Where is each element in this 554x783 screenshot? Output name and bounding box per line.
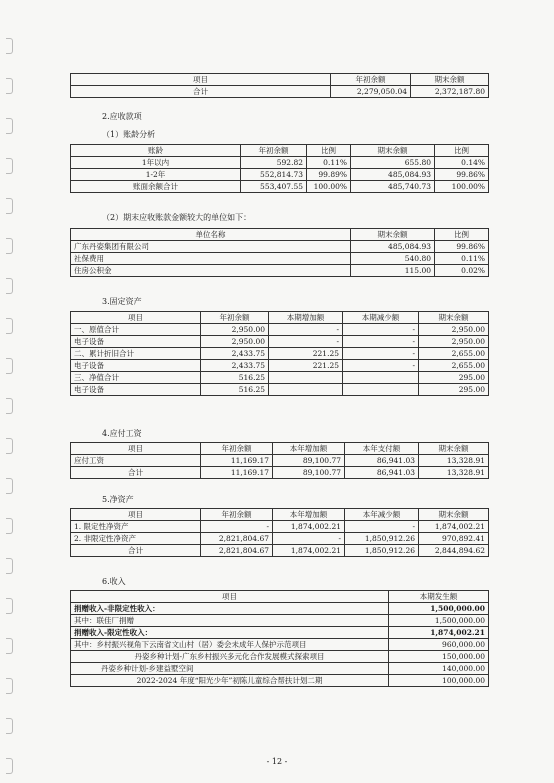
table-row <box>71 360 489 372</box>
cell: 1. 限定性净资产 <box>71 521 201 533</box>
cell: 553,407.55 <box>241 181 307 193</box>
cell: 552,814.73 <box>241 169 307 181</box>
cell: 其中：联佳厂捐赠 <box>71 615 389 627</box>
cell: 2,655.00 <box>419 348 489 360</box>
cell: 221.25 <box>269 360 343 372</box>
cell: 115.00 <box>351 265 435 277</box>
table-income <box>70 590 489 687</box>
table-header-row <box>71 229 489 241</box>
section-title-fixed-assets: 3.固定资产 <box>102 297 142 306</box>
table-row <box>71 348 489 360</box>
cell <box>269 384 343 396</box>
cell: 295.00 <box>419 372 489 384</box>
section-title-receivables: 2.应收款项 <box>102 112 142 121</box>
cell: 电子设备 <box>71 336 201 348</box>
table-large-units <box>70 228 489 277</box>
table-row <box>71 181 489 193</box>
cell: 一、原值合计 <box>71 324 201 336</box>
table-header-row <box>71 443 489 455</box>
cell: 1,500,000.00 <box>389 615 489 627</box>
cell: 丹姿乡种计划-乡建益墅空间 <box>71 663 389 675</box>
cell: 2,950.00 <box>419 336 489 348</box>
header-cell: 项目 <box>71 312 201 324</box>
header-cell: 本年支付额 <box>345 443 419 455</box>
cell: 2,433.75 <box>201 348 269 360</box>
cell: 捐赠收入-限定性收入： <box>71 627 389 639</box>
cell: 合计 <box>71 467 201 479</box>
cell: 2,655.00 <box>419 360 489 372</box>
table-wages-payable <box>70 442 489 479</box>
header-cell: 期末余额 <box>351 229 435 241</box>
cell: 1,850,912.26 <box>345 533 419 545</box>
table-row <box>71 455 489 467</box>
cell: 485,084.93 <box>351 169 435 181</box>
cell: 100.00% <box>307 181 351 193</box>
header-cell: 账龄 <box>71 145 241 157</box>
header-cell: 本年增加额 <box>273 509 345 521</box>
cell: 655.80 <box>351 157 435 169</box>
cell: 住房公积金 <box>71 265 351 277</box>
cell: 1,874,002.21 <box>273 521 345 533</box>
cell: 295.00 <box>419 384 489 396</box>
table-header-row <box>71 312 489 324</box>
header-cell: 年初余额 <box>241 145 307 157</box>
header-cell: 单位名称 <box>71 229 351 241</box>
cell: 电子设备 <box>71 384 201 396</box>
table-carryover <box>70 73 489 98</box>
header-cell: 项目 <box>71 591 389 603</box>
cell: 账面余额合计 <box>71 181 241 193</box>
cell: 11,169.17 <box>201 467 273 479</box>
cell: 592.82 <box>241 157 307 169</box>
cell: - <box>201 521 273 533</box>
cell: 140,000.00 <box>389 663 489 675</box>
cell: 1-2年 <box>71 169 241 181</box>
cell: 2,950.00 <box>419 324 489 336</box>
cell: - <box>269 324 343 336</box>
cell: 电子设备 <box>71 360 201 372</box>
table-row <box>71 675 489 687</box>
cell: 11,169.17 <box>201 455 273 467</box>
header-cell: 年初余额 <box>331 74 411 86</box>
table-row <box>71 545 489 557</box>
cell: 二、累计折旧合计 <box>71 348 201 360</box>
header-cell: 比例 <box>435 145 489 157</box>
cell: 社保费用 <box>71 253 351 265</box>
header-cell: 比例 <box>307 145 351 157</box>
table-row <box>71 265 489 277</box>
cell: - <box>343 324 419 336</box>
header-cell: 年初余额 <box>201 443 273 455</box>
section-title-net-assets: 5.净资产 <box>102 495 134 504</box>
header-cell: 本期发生额 <box>389 591 489 603</box>
table-net-assets <box>70 508 489 557</box>
cell: 86,941.03 <box>345 467 419 479</box>
cell: 2,821,804.67 <box>201 533 273 545</box>
cell <box>343 384 419 396</box>
table-row <box>71 627 489 639</box>
cell: 0.02% <box>435 265 489 277</box>
page-number: - 12 - <box>266 757 288 766</box>
cell: - <box>343 348 419 360</box>
cell: 485,740.73 <box>351 181 435 193</box>
cell: - <box>269 336 343 348</box>
cell: 516.25 <box>201 372 269 384</box>
table-row <box>71 241 489 253</box>
table-row <box>71 533 489 545</box>
header-cell: 本年减少额 <box>345 509 419 521</box>
table-row <box>71 169 489 181</box>
cell: 0.11% <box>307 157 351 169</box>
cell: 99.86% <box>435 169 489 181</box>
cell: 2022-2024 年度“阳光少年”初陈儿童综合帮扶计划二期 <box>71 675 389 687</box>
cell: 1,850,912.26 <box>345 545 419 557</box>
table-row <box>71 663 489 675</box>
table-fixed-assets <box>70 311 489 396</box>
header-cell: 项目 <box>71 443 201 455</box>
cell: 100.00% <box>435 181 489 193</box>
cell: 13,328.91 <box>419 467 489 479</box>
cell: 2,950.00 <box>201 324 269 336</box>
table-row <box>71 372 489 384</box>
cell: 2,844,894.62 <box>419 545 489 557</box>
subsection-title-large-units: （2）期末应收账款金额较大的单位如下： <box>102 213 252 222</box>
cell: 合计 <box>71 86 331 98</box>
cell: 2,950.00 <box>201 336 269 348</box>
table-aging <box>70 144 489 193</box>
section-title-income: 6.收入 <box>102 577 126 586</box>
cell <box>343 372 419 384</box>
cell: 合计 <box>71 545 201 557</box>
header-cell: 项目 <box>71 74 331 86</box>
table-row <box>71 336 489 348</box>
cell: 1,874,002.21 <box>419 521 489 533</box>
table-row <box>71 324 489 336</box>
cell: - <box>343 336 419 348</box>
cell: 丹姿乡种计划-广东乡村振兴多元化合作发展模式探索项目 <box>71 651 389 663</box>
cell: 516.25 <box>201 384 269 396</box>
cell: 2,821,804.67 <box>201 545 273 557</box>
cell: 89,100.77 <box>273 455 345 467</box>
cell: 2. 非限定性净资产 <box>71 533 201 545</box>
cell: 其中：乡村振兴视角下云南省文山村（居）委会未成年人保护示范项目 <box>71 639 389 651</box>
cell: - <box>343 360 419 372</box>
header-cell: 期末余额 <box>419 509 489 521</box>
cell: 0.14% <box>435 157 489 169</box>
cell: 1,874,002.21 <box>273 545 345 557</box>
table-row <box>71 615 489 627</box>
cell: 广东丹姿集团有限公司 <box>71 241 351 253</box>
subsection-title-aging: （1）账龄分析 <box>102 130 156 139</box>
header-cell: 比例 <box>435 229 489 241</box>
table-header-row <box>71 509 489 521</box>
table-header-row <box>71 145 489 157</box>
cell: 13,328.91 <box>419 455 489 467</box>
table-row <box>71 253 489 265</box>
cell: 221.25 <box>269 348 343 360</box>
cell: 2,372,187.80 <box>411 86 489 98</box>
cell: 99.89% <box>307 169 351 181</box>
table-row <box>71 157 489 169</box>
cell: 150,000.00 <box>389 651 489 663</box>
section-title-wages-payable: 4.应付工资 <box>102 429 142 438</box>
table-row <box>71 467 489 479</box>
cell: 99.86% <box>435 241 489 253</box>
cell: 1,500,000.00 <box>389 603 489 615</box>
table-header-row <box>71 74 489 86</box>
cell: 1,874,002.21 <box>389 627 489 639</box>
table-row <box>71 384 489 396</box>
header-cell: 年初余额 <box>201 509 273 521</box>
cell: 100,000.00 <box>389 675 489 687</box>
header-cell: 本期增加额 <box>269 312 343 324</box>
cell: 捐赠收入-非限定性收入： <box>71 603 389 615</box>
cell: 2,433.75 <box>201 360 269 372</box>
table-row <box>71 603 489 615</box>
cell: - <box>273 533 345 545</box>
cell: - <box>345 521 419 533</box>
cell: 970,892.41 <box>419 533 489 545</box>
header-cell: 本期减少额 <box>343 312 419 324</box>
header-cell: 项目 <box>71 509 201 521</box>
cell: 2,279,050.04 <box>331 86 411 98</box>
header-cell: 期末余额 <box>419 443 489 455</box>
header-cell: 本年增加额 <box>273 443 345 455</box>
cell: 485,084.93 <box>351 241 435 253</box>
table-row <box>71 651 489 663</box>
header-cell: 期末余额 <box>419 312 489 324</box>
cell: 86,941.03 <box>345 455 419 467</box>
table-row <box>71 86 489 98</box>
header-cell: 期末余额 <box>411 74 489 86</box>
cell: 0.11% <box>435 253 489 265</box>
cell: 1年以内 <box>71 157 241 169</box>
table-row <box>71 521 489 533</box>
table-row <box>71 639 489 651</box>
cell: 540.80 <box>351 253 435 265</box>
cell <box>269 372 343 384</box>
cell: 89,100.77 <box>273 467 345 479</box>
header-cell: 期末余额 <box>351 145 435 157</box>
table-header-row <box>71 591 489 603</box>
cell: 应付工资 <box>71 455 201 467</box>
cell: 960,000.00 <box>389 639 489 651</box>
cell: 三、净值合计 <box>71 372 201 384</box>
header-cell: 年初余额 <box>201 312 269 324</box>
